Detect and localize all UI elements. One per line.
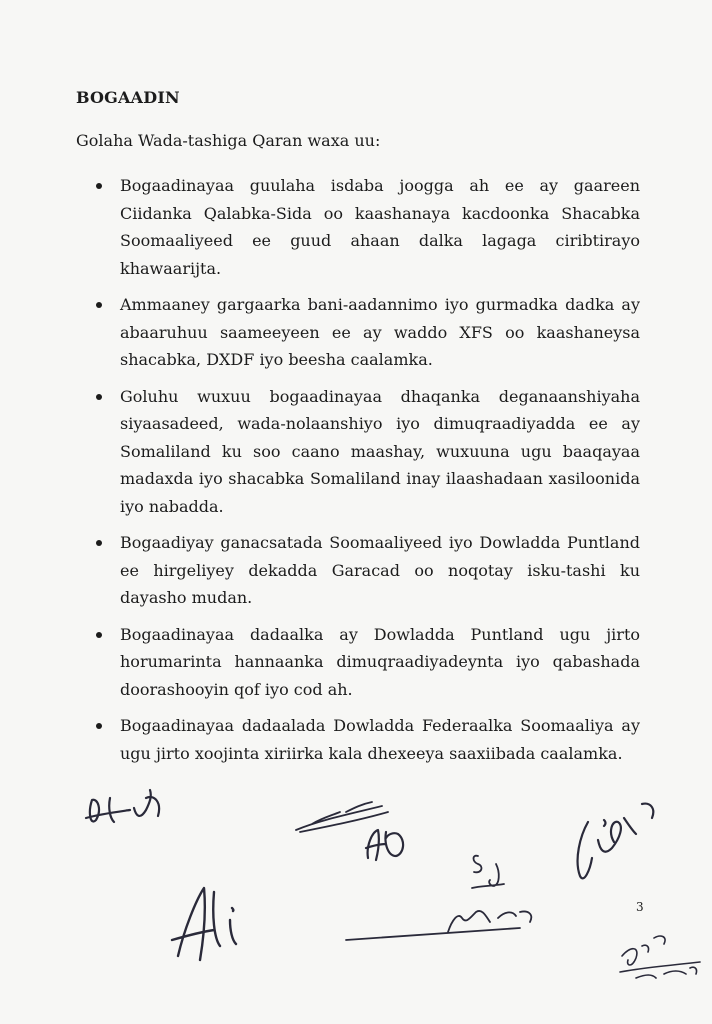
bullet-dot-icon — [96, 632, 102, 638]
section-heading: BOGAADIN — [76, 88, 180, 107]
bullet-dot-icon — [96, 394, 102, 400]
bullet-text: Goluhu wuxuu bogaadinayaa dhaqanka deganaanshiyaha siyaasadeed, wada-nolaanshiyo iyo dimuqraadiyadda ee ay Somaliland ku soo caano maashay, wuxuuna ugu baaqayaa madaxda iyo shacabka Somaliland inay ilaashadaan xasiloonida iyo nabadda. — [120, 386, 640, 516]
signature-1 — [86, 790, 159, 822]
bullet-text: Bogaadinayaa dadaalka ay Dowladda Puntland ugu jirto horumarinta hannaanka dimuqraadiyadeynta iyo qabashada doorashooyin qof iyo cod ah. — [120, 624, 640, 699]
bullet-item — [96, 621, 640, 704]
bullet-list — [96, 172, 640, 776]
bullet-item — [96, 172, 640, 282]
bullet-item — [96, 291, 640, 374]
signature-6 — [172, 888, 236, 960]
bullet-dot-icon — [96, 302, 102, 308]
signature-3 — [366, 830, 403, 860]
bullet-text: Ammaaney gargaarka bani-aadannimo iyo gurmadka dadka ay abaaruhuu saameeyeen ee ay waddo XFS oo kaashaneysa shacabka, DXDF iyo beesha caalamka. — [120, 295, 640, 369]
intro-line: Golaha Wada-tashiga Qaran waxa uu: — [76, 131, 381, 150]
bullet-dot-icon — [96, 723, 102, 729]
signature-8 — [620, 936, 700, 978]
signatures-area — [0, 760, 712, 1024]
signature-4 — [472, 856, 504, 888]
bullet-text: Bogaadinayaa dadaalada Dowladda Federaalka Soomaaliya ay ugu jirto xoojinta xiriirka kala dhexeeya saaxiibada caalamka. — [120, 716, 640, 763]
signature-7 — [346, 911, 531, 940]
signature-5 — [578, 804, 654, 879]
bullet-text: Bogaadinayaa guulaha isdaba joogga ah ee ay gaareen Ciidanka Qalabka-Sida oo kaashanaya kacdoonka Shacabka Soomaaliyeed ee guud ahaan dalka lagaga ciribtirayo khawaarijta. — [120, 176, 640, 278]
bullet-dot-icon — [96, 540, 102, 546]
bullet-dot-icon — [96, 183, 102, 189]
bullet-item — [96, 383, 640, 521]
signature-2 — [296, 802, 388, 832]
bullet-item — [96, 529, 640, 612]
bullet-text: Bogaadiyay ganacsatada Soomaaliyeed iyo Dowladda Puntland ee hirgeliyey dekadda Garacad oo noqotay isku-tashi ku dayasho mudan. — [120, 533, 640, 607]
bullet-item — [96, 712, 640, 767]
page-number: 3 — [636, 900, 644, 914]
